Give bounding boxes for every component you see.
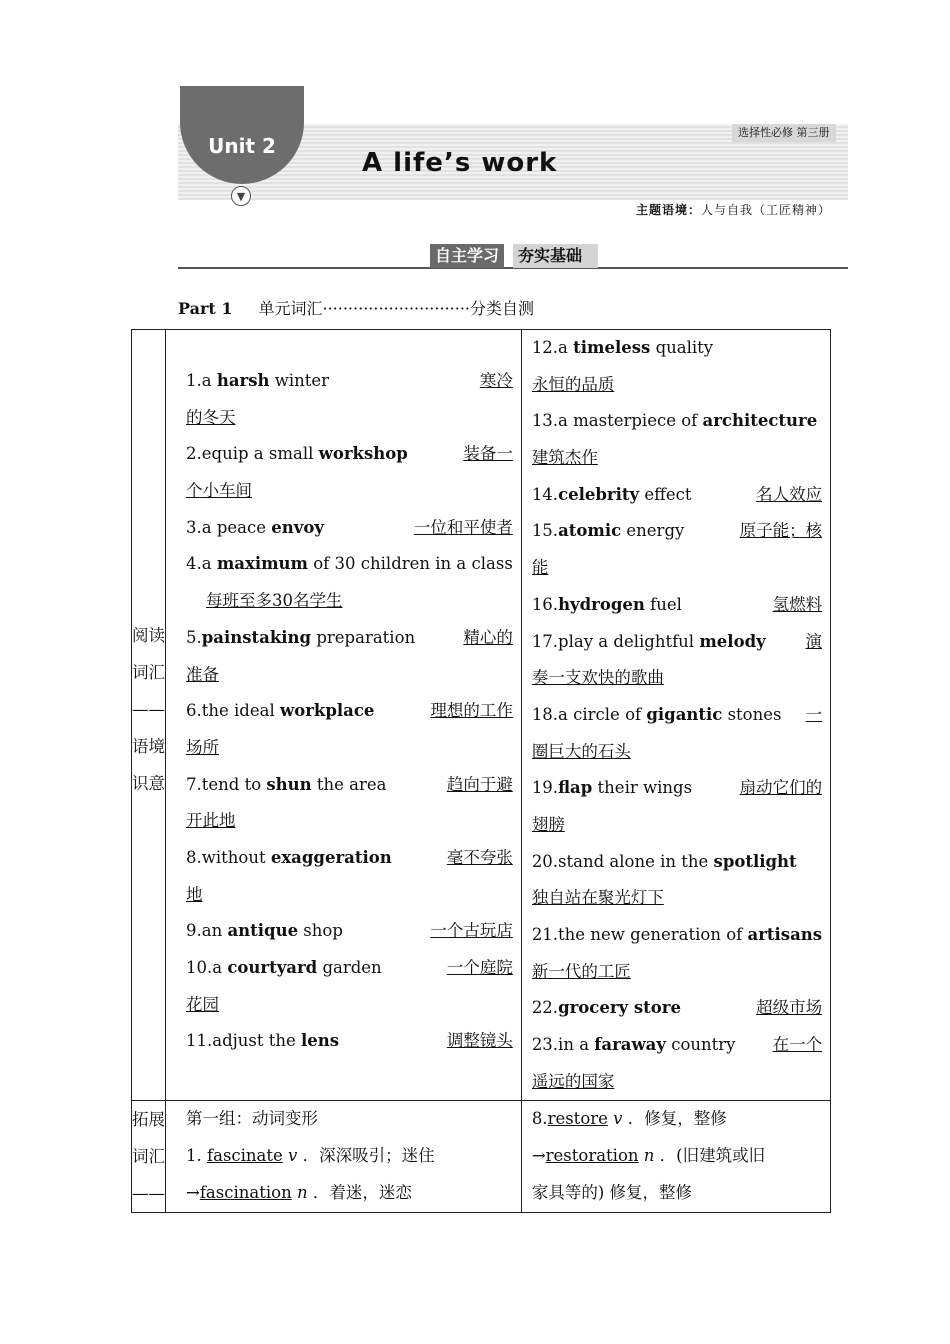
answer-line (532, 660, 822, 697)
section-tab-foundation: 夯实基础 (513, 244, 598, 268)
answer-text: 新一代的工匠 (531, 961, 631, 981)
phrase-pre: 23.in a (531, 1035, 595, 1055)
expand-item: 1. fascinate v ．深深吸引；迷住 (186, 1146, 435, 1166)
phrase (532, 770, 692, 807)
answer-line (532, 880, 822, 917)
phrase (186, 436, 408, 473)
answer-text: 调整镜头 (446, 1031, 513, 1051)
phrase-post: the area (311, 774, 387, 794)
answer-line (532, 440, 822, 477)
arrow-icon: → (531, 1146, 546, 1166)
answer-word: fascination (199, 1182, 292, 1202)
vocab-item (532, 587, 822, 624)
section-tab-self-study: 自主学习 (430, 244, 504, 268)
phrase-pre: 7.tend to (186, 774, 267, 794)
keyword: grocery store (558, 998, 681, 1018)
keyword: hydrogen (558, 594, 645, 614)
chevron-down-icon[interactable]: ▼ (231, 186, 251, 206)
theme-label: 主题语境： (636, 203, 702, 217)
phrase (532, 411, 817, 430)
keyword: envoy (271, 517, 324, 537)
vocab-item (532, 1027, 822, 1064)
phrase-pre: 6.the ideal (186, 701, 280, 721)
category-reading (132, 330, 166, 1101)
phrase-pre: 10.a (186, 958, 228, 977)
phrase-post: country (665, 1035, 736, 1055)
category-char: —— (132, 1184, 165, 1204)
answer-text: 一位和平使者 (413, 517, 513, 537)
answer-text: 氢燃料 (772, 594, 823, 614)
answer-text: 一个庭院 (446, 958, 513, 977)
keyword: gigantic (646, 704, 723, 724)
vocab-table (131, 329, 831, 1213)
phrase-post: effect (639, 484, 692, 504)
phrase-pre: 3.a peace (186, 517, 272, 537)
phrase-post: garden (317, 958, 382, 977)
vocab-item (532, 990, 822, 1027)
answer-line (532, 734, 822, 771)
phrase (186, 620, 415, 657)
reading-row (132, 330, 831, 1101)
answer-word: fascinate (207, 1146, 283, 1166)
phrase (186, 554, 513, 573)
answer-text: 名人效应 (756, 484, 823, 504)
part-heading (178, 296, 534, 319)
vocab-item (186, 620, 513, 657)
phrase-pre: 18.a circle of (531, 704, 647, 724)
book-tag: 选择性必修 第三册 (732, 124, 836, 142)
answer-text: 个小车间 (186, 481, 252, 501)
phrase-post: of 30 children in a class (308, 554, 513, 574)
phrase (186, 950, 382, 987)
phrase (186, 840, 392, 877)
phrase-pre: 4.a (186, 554, 217, 574)
vocab-item (532, 844, 822, 881)
phrase-pre: 11.adjust the (186, 1031, 301, 1051)
unit-title: A life’s work (362, 148, 558, 178)
keyword: lens (301, 1031, 340, 1051)
phrase-post: fuel (644, 594, 682, 614)
phrase-post: winter (269, 371, 330, 390)
theme-value: 人与自我（工匠精神） (701, 203, 832, 217)
phrase-post: energy (621, 521, 685, 541)
group-heading: 第一组：动词变形 (186, 1109, 318, 1129)
answer-text: 场所 (186, 737, 219, 757)
answer-text: 能 (531, 558, 549, 578)
category-char: —— (132, 700, 165, 719)
phrase-pre: 16. (531, 594, 559, 614)
keyword: painstaking (201, 627, 312, 647)
answer-line (186, 657, 513, 694)
answer-line (186, 803, 513, 840)
phrase (186, 510, 324, 547)
answer-line (532, 1064, 822, 1101)
vocab-item (186, 1023, 513, 1060)
answer-line (186, 987, 513, 1024)
reading-left-column (166, 330, 522, 1101)
phrase (186, 693, 374, 730)
answer-line (532, 367, 822, 404)
vocab-item (532, 513, 822, 550)
phrase-pre: 22. (531, 998, 559, 1018)
keyword: spotlight (713, 851, 797, 871)
vocab-item (186, 913, 513, 950)
answer-line (532, 807, 822, 844)
phrase-post: shop (298, 921, 343, 941)
answer-text: 精心的 (463, 627, 513, 647)
category-expand (132, 1101, 166, 1213)
phrase-pre: 14. (531, 484, 559, 504)
answer-text: 的冬天 (186, 407, 236, 427)
vocab-item (186, 546, 513, 583)
answer-text: 趋向于避 (446, 774, 513, 794)
keyword: shun (266, 774, 312, 794)
answer-text: 理想的工作 (430, 701, 513, 721)
phrase (186, 1023, 339, 1060)
phrase (532, 990, 681, 1027)
answer-text: 原子能；核 (739, 521, 823, 541)
answer-line (186, 473, 513, 510)
expand-row (132, 1101, 831, 1213)
phrase-pre: 21.the new generation of (531, 925, 748, 944)
answer-line (532, 954, 822, 991)
answer-text: 超级市场 (756, 998, 823, 1018)
vocab-item (532, 917, 822, 954)
phrase-pre: 19. (531, 778, 559, 798)
phrase-pre: 12.a (531, 338, 574, 357)
vocab-item (186, 840, 513, 877)
answer-text: 奏一支欢快的歌曲 (531, 668, 664, 688)
vocab-item (532, 624, 822, 661)
vocab-item (532, 403, 822, 440)
answer-text: 扇动它们的 (739, 778, 823, 798)
vocab-item (532, 770, 822, 807)
keyword: celebrity (558, 484, 640, 504)
expand-item: →fascination n ．着迷，迷恋 (186, 1182, 412, 1202)
arrow-icon: → (186, 1182, 200, 1202)
answer-line (532, 550, 822, 587)
vocab-item (186, 693, 513, 730)
answer-text: 一个古玩店 (430, 921, 513, 941)
phrase-post: quality (650, 338, 714, 357)
category-char: 拓展 (132, 1110, 165, 1130)
expand-right-column (521, 1101, 830, 1213)
keyword: architecture (702, 411, 818, 431)
category-char: 阅读 (132, 626, 165, 645)
vocab-item (532, 477, 822, 514)
answer-word: restore (547, 1109, 608, 1129)
phrase-post: their wings (592, 778, 693, 798)
keyword: workplace (279, 701, 375, 721)
vocab-item (186, 950, 513, 987)
keyword: courtyard (227, 958, 318, 977)
phrase (532, 925, 822, 944)
phrase (532, 697, 782, 734)
answer-text: 准备 (186, 664, 219, 684)
answer-text: 地 (186, 884, 203, 904)
vocab-item (186, 767, 513, 804)
phrase (532, 338, 713, 357)
theme-context (636, 201, 831, 218)
vocab-item (186, 436, 513, 473)
answer-text: 翅膀 (531, 814, 565, 834)
phrase (532, 513, 685, 550)
answer-text: 毫不夸张 (446, 847, 513, 867)
answer-text: 演 (805, 631, 823, 651)
phrase-pre: 20.stand alone in the (531, 851, 714, 871)
category-char: 识意 (132, 774, 165, 793)
phrase-post: preparation (311, 627, 416, 647)
part-text: 单元词汇·····························分类自测 (258, 299, 534, 318)
keyword: timeless (573, 338, 651, 357)
phrase (186, 363, 329, 400)
phrase (532, 624, 766, 661)
phrase-pre: 13.a masterpiece of (531, 411, 703, 431)
answer-text: 永恒的品质 (531, 374, 615, 394)
answer-text: 在一个 (772, 1035, 823, 1055)
answer-text: 遥远的国家 (531, 1071, 615, 1091)
phrase (532, 477, 692, 514)
keyword: melody (699, 631, 766, 651)
phrase-post: stones (722, 704, 782, 724)
answer-text: 开此地 (186, 811, 236, 831)
phrase-pre: 8.without (186, 847, 271, 867)
phrase-pre: 15. (531, 521, 559, 541)
category-char: 语境 (132, 737, 165, 756)
expand-left-column (166, 1101, 522, 1213)
vocab-item (186, 363, 513, 400)
phrase (532, 852, 797, 871)
keyword: workshop (318, 444, 408, 464)
phrase-pre: 17.play a delightful (531, 631, 700, 651)
answer-line (186, 583, 513, 620)
answer-word: restoration (545, 1146, 639, 1166)
phrase (186, 767, 387, 804)
answer-text: 装备一 (463, 444, 513, 464)
answer-text: 一 (805, 704, 823, 724)
vocab-item (532, 330, 822, 367)
unit-label: Unit 2 (208, 134, 276, 158)
category-char: 词汇 (132, 663, 165, 682)
answer-line (186, 877, 513, 914)
keyword: exaggeration (270, 847, 392, 867)
answer-text: 每班至多30名学生 (206, 591, 343, 611)
vocab-item (532, 697, 822, 734)
keyword: artisans (747, 925, 823, 944)
phrase (532, 1027, 736, 1064)
part-label: Part 1 (178, 299, 233, 318)
phrase-pre: 9.an (186, 921, 228, 941)
keyword: maximum (216, 554, 308, 574)
answer-line (186, 730, 513, 767)
phrase-pre: 5. (186, 627, 202, 647)
answer-text: 独自站在聚光灯下 (531, 888, 664, 908)
answer-line (186, 400, 513, 437)
phrase (532, 587, 682, 624)
answer-text: 圈巨大的石头 (531, 741, 631, 761)
expand-item: 8.restore v ．修复，整修 (531, 1109, 727, 1129)
phrase-pre: 2.equip a small (186, 444, 319, 464)
keyword: atomic (558, 521, 622, 541)
keyword: faraway (594, 1035, 666, 1055)
phrase (186, 913, 343, 950)
expand-item-continued: 家具等的) 修复，整修 (531, 1182, 692, 1202)
keyword: antique (227, 921, 299, 941)
answer-text: 花园 (186, 994, 219, 1014)
expand-item: →restoration n ．(旧建筑或旧 (531, 1146, 766, 1166)
answer-text: 建筑杰作 (531, 448, 598, 468)
category-char: 词汇 (132, 1147, 165, 1167)
keyword: harsh (216, 371, 270, 390)
vocab-item (186, 510, 513, 547)
reading-right-column (521, 330, 830, 1101)
keyword: flap (558, 778, 593, 798)
answer-text: 寒冷 (479, 371, 513, 390)
phrase-pre: 1.a (186, 371, 217, 390)
